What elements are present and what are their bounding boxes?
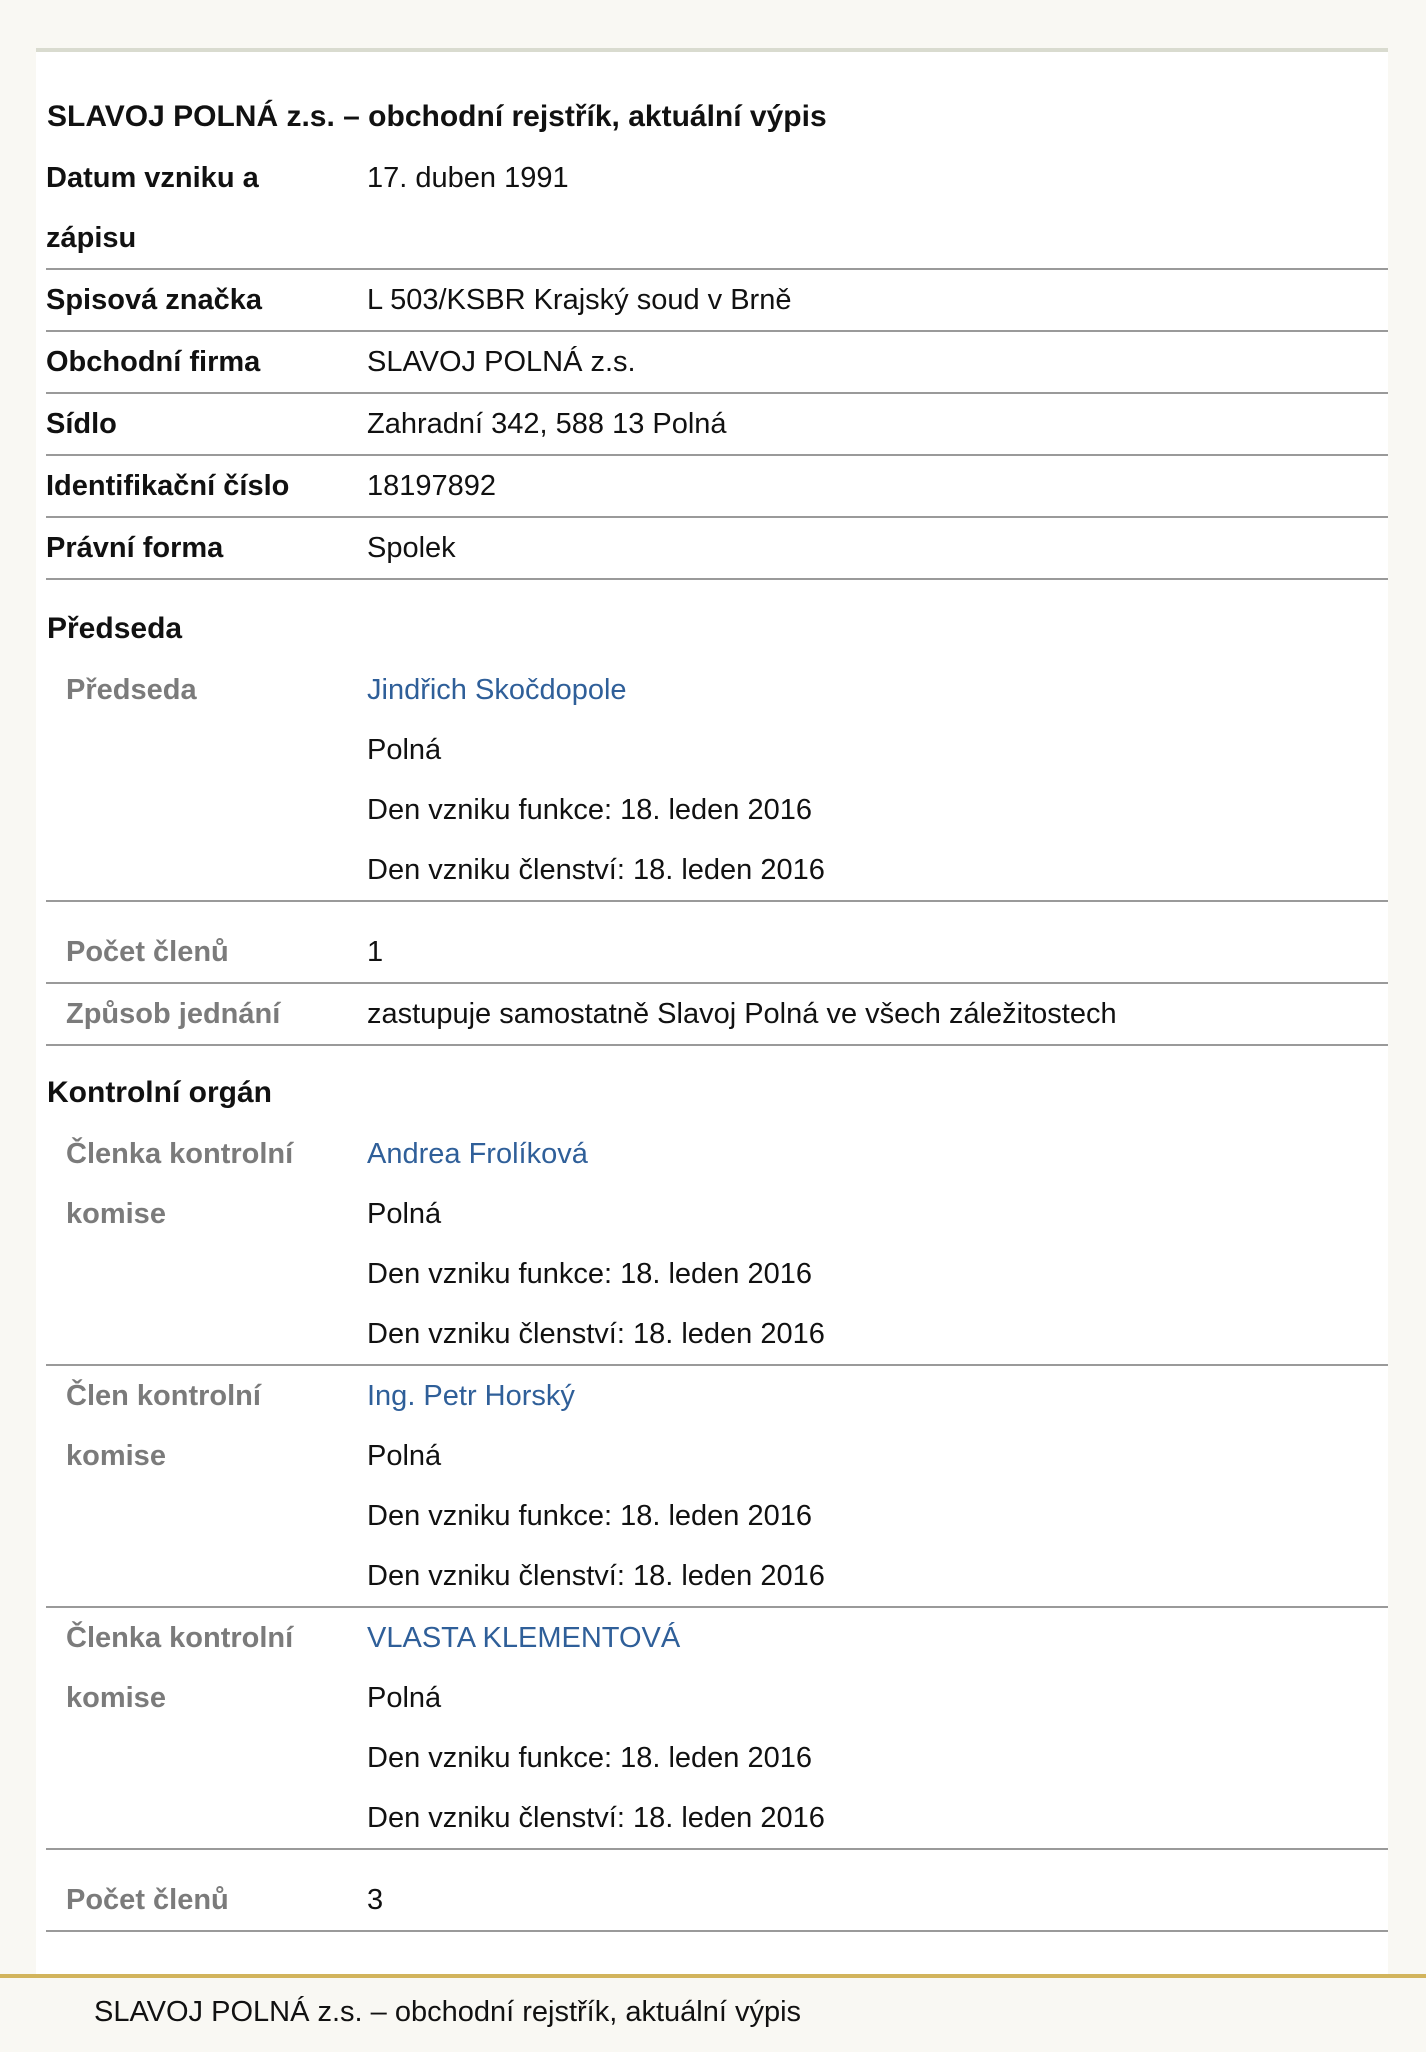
member-row-kontrolni-1	[46, 1124, 1388, 1366]
member-place: Polná	[367, 1198, 442, 1230]
member-row-kontrolni-3	[46, 1608, 1388, 1850]
row-value: 18197892	[367, 470, 497, 502]
member-membership-since: Den vzniku členství: 18. leden 2016	[367, 1560, 825, 1592]
row-value: 3	[367, 1884, 384, 1916]
member-name-link[interactable]: Jindřich Skočdopole	[367, 674, 627, 706]
row-obchodni-firma	[46, 332, 1388, 394]
member-details	[367, 1366, 1367, 1606]
row-label: Právní forma	[46, 532, 224, 564]
row-pravni-forma	[46, 518, 1388, 580]
member-role: Členka kontrolní komise	[66, 1138, 294, 1230]
row-pocet-clenu-predseda	[46, 922, 1388, 984]
section-heading-kontrolni-organ: Kontrolní orgán	[47, 1076, 272, 1109]
member-role: Členka kontrolní komise	[66, 1622, 294, 1714]
member-membership-since: Den vzniku členství: 18. leden 2016	[367, 1802, 825, 1834]
row-value: Spolek	[367, 532, 456, 564]
row-label: Počet členů	[66, 936, 229, 968]
row-label: Počet členů	[66, 1884, 229, 1916]
row-label: Způsob jednání	[66, 998, 281, 1030]
row-value: 1	[367, 936, 384, 968]
member-name-link[interactable]: VLASTA KLEMENTOVÁ	[367, 1622, 681, 1654]
member-name-link[interactable]: Andrea Frolíková	[367, 1138, 588, 1170]
member-place: Polná	[367, 734, 442, 766]
row-label: Datum vzniku a zápisu	[46, 162, 259, 254]
row-label: Spisová značka	[46, 284, 262, 316]
row-value: SLAVOJ POLNÁ z.s.	[367, 346, 636, 378]
row-datum-vzniku	[46, 148, 1388, 270]
row-value: 17. duben 1991	[367, 162, 569, 194]
member-membership-since: Den vzniku členství: 18. leden 2016	[367, 854, 825, 886]
member-row-kontrolni-2	[46, 1366, 1388, 1608]
row-value: zastupuje samostatně Slavoj Polná ve všech záležitostech	[367, 998, 1117, 1030]
row-sidlo	[46, 394, 1388, 456]
member-details	[367, 1124, 1367, 1364]
footer-title: SLAVOJ POLNÁ z.s. – obchodní rejstřík, aktuální výpis	[94, 1996, 802, 2028]
member-function-since: Den vzniku funkce: 18. leden 2016	[367, 1742, 812, 1774]
member-membership-since: Den vzniku členství: 18. leden 2016	[367, 1318, 825, 1350]
member-function-since: Den vzniku funkce: 18. leden 2016	[367, 794, 812, 826]
register-extract-page	[36, 48, 1388, 1974]
member-details	[367, 1608, 1367, 1848]
member-role: Předseda	[66, 674, 197, 706]
member-function-since: Den vzniku funkce: 18. leden 2016	[367, 1500, 812, 1532]
page-title: SLAVOJ POLNÁ z.s. – obchodní rejstřík, aktuální výpis	[47, 100, 827, 133]
row-label: Identifikační číslo	[46, 470, 290, 502]
row-label: Obchodní firma	[46, 346, 261, 378]
row-label: Sídlo	[46, 408, 117, 440]
section-heading-predseda: Předseda	[47, 612, 183, 645]
row-value: Zahradní 342, 588 13 Polná	[367, 408, 727, 440]
row-pocet-clenu-kontrolni	[46, 1870, 1388, 1932]
member-name-link[interactable]: Ing. Petr Horský	[367, 1380, 575, 1412]
row-identifikacni-cislo	[46, 456, 1388, 518]
member-details	[367, 660, 1367, 900]
member-place: Polná	[367, 1682, 442, 1714]
member-role: Člen kontrolní komise	[66, 1380, 261, 1472]
row-zpusob-jednani	[46, 984, 1388, 1046]
row-spisova-znacka	[46, 270, 1388, 332]
member-row-predseda	[46, 660, 1388, 902]
member-function-since: Den vzniku funkce: 18. leden 2016	[367, 1258, 812, 1290]
row-value: L 503/KSBR Krajský soud v Brně	[367, 284, 792, 316]
page-footer	[0, 1974, 1426, 2052]
member-place: Polná	[367, 1440, 442, 1472]
